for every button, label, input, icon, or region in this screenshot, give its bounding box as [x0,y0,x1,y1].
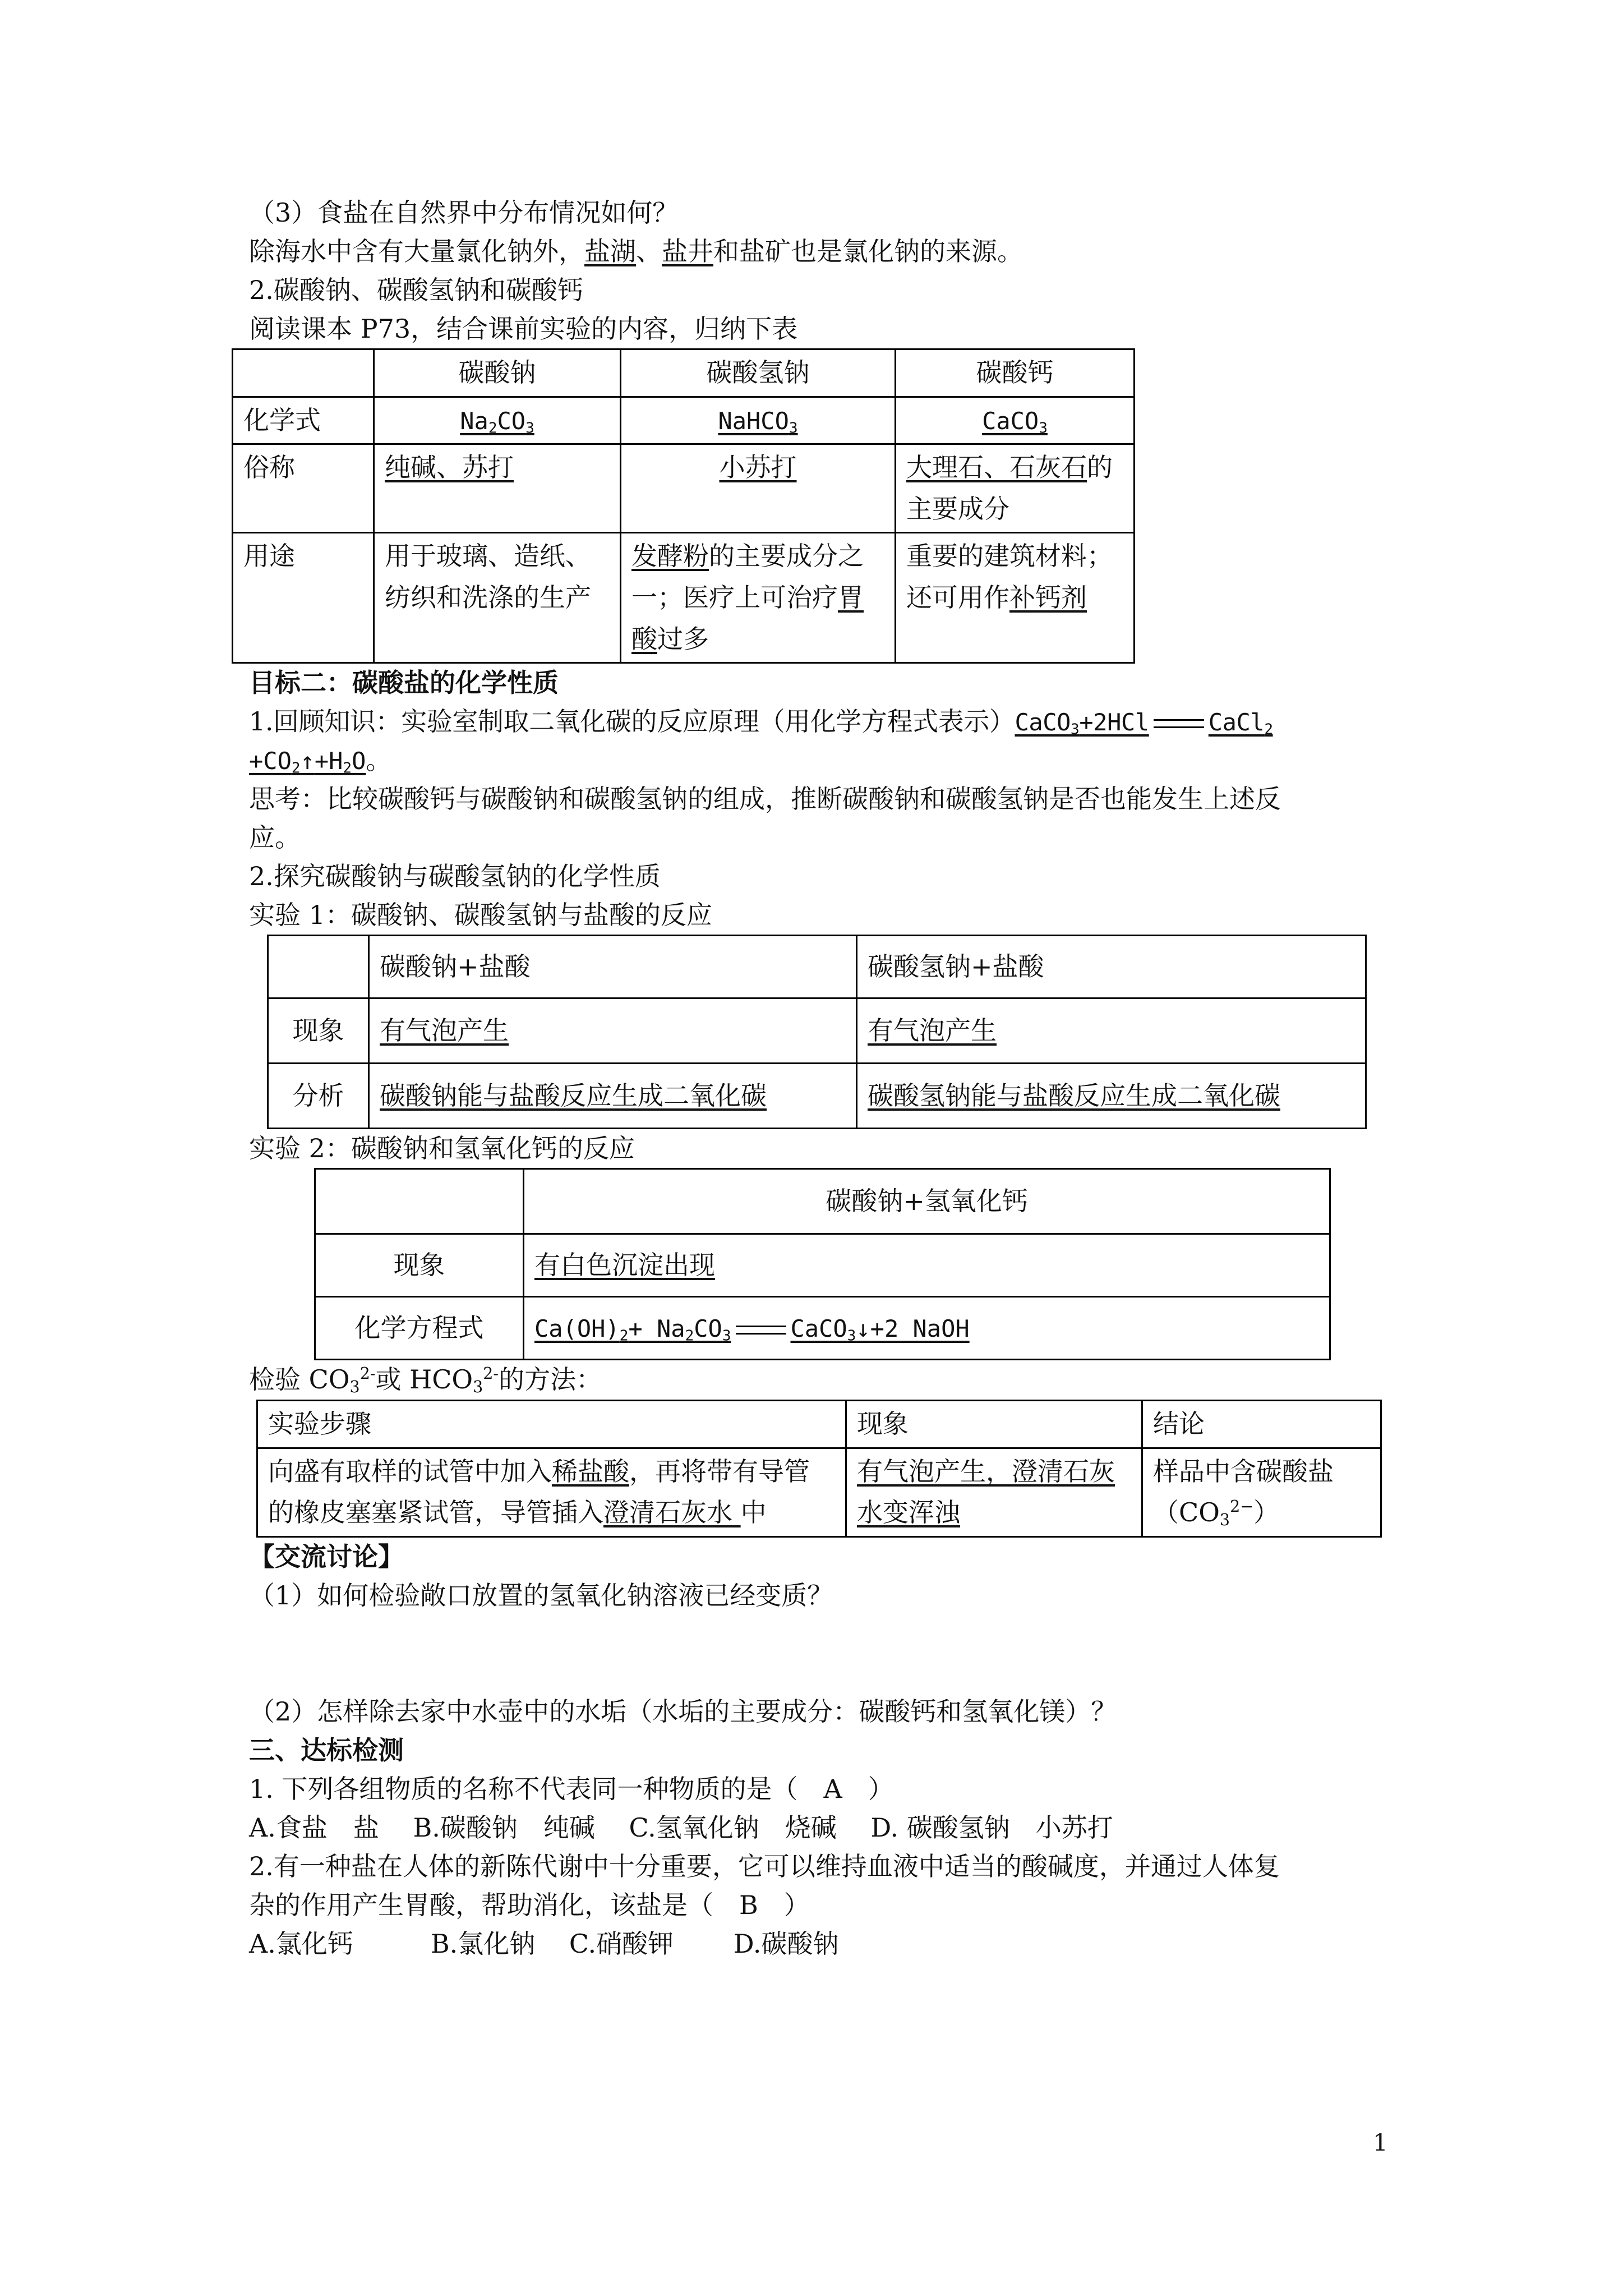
page-content [243,194,1387,1963]
double-equals-icon [736,1326,786,1335]
equation: CaCO$_3$+2HCl [1015,708,1149,738]
discussion-question-2: （2）怎样除去家中水壶中的水垢（水垢的主要成分：碳酸钙和氢氧化镁）？ [249,1696,1117,1727]
question-3-answer: 除海水中含有大量氯化钠外，盐湖、盐井和盐矿也是氯化钠的来源。 [249,236,1023,266]
experiment-1-table [267,935,1367,1129]
row-label: 俗称 [233,444,374,533]
page-number: 1 [1373,2129,1388,2156]
up-arrow-icon: ↑ [300,747,315,775]
explore-heading: 2.探究碳酸钠与碳酸氢钠的化学性质 [249,861,661,892]
row-label: 化学式 [233,397,374,444]
table-header-cell: 现象 [846,1401,1142,1448]
discussion-heading: 【交流讨论】 [249,1541,404,1572]
table-row [315,1234,1330,1297]
use-cell: 发酵粉的主要成分之一；医疗上可治疗胃酸过多 [621,533,896,663]
discussion-spacer [249,1615,1387,1692]
row-label: 用途 [233,533,374,663]
experiment-2-title: 实验 2：碳酸钠和氢氧化钙的反应 [249,1133,635,1164]
section-heading: 2.碳酸钠、碳酸氢钠和碳酸钙 [249,275,583,305]
use-cell: 重要的建筑材料；还可用作补钙剂 [896,533,1135,663]
table-row [268,936,1366,999]
double-equals-icon [1154,719,1204,728]
row-label: 分析 [268,1064,369,1129]
phenomenon-cell: 有气泡产生，澄清石灰水变浑浊 [846,1448,1142,1536]
row-label: 化学方程式 [315,1297,524,1360]
think-line-2: 应。 [249,822,301,853]
use-cell: 用于玻璃、造纸、纺织和洗涤的生产 [374,533,621,663]
carbonate-test-title: 检验 $CO_3^{2-}$或 $HCO_3^{2-}$的方法： [249,1364,602,1397]
table-header-cell: 碳酸钙 [896,349,1135,397]
analysis-cell: 碳酸氢钠能与盐酸反应生成二氧化碳 [857,1064,1366,1129]
table-row [268,1064,1366,1129]
formula-cell: $Na_2CO_3$ [374,397,621,444]
reading-instruction: 阅读课本 P73，结合课前实验的内容，归纳下表 [249,314,798,344]
table-header-cell: 碳酸氢钠+盐酸 [857,936,1366,999]
think-line-1: 思考：比较碳酸钙与碳酸钠和碳酸氢钠的组成，推断碳酸钠和碳酸氢钠是否也能发生上述反 [249,784,1281,815]
answer-blank: 盐湖 [584,236,636,266]
common-name-cell: 纯碱、苏打 [374,444,621,533]
table-row [315,1169,1330,1234]
table-row [257,1448,1381,1536]
experiment-1-title: 实验 1：碳酸钠、碳酸氢钠与盐酸的反应 [249,900,712,931]
test-question-2-line-1: 2.有一种盐在人体的新陈代谢中十分重要，它可以维持血液中适当的酸碱度，并通过人体复 [249,1851,1280,1881]
review-knowledge: 1.回顾知识：实验室制取二氧化碳的反应原理（用化学方程式表示）CaCO$_3$+2HCl CaCl$_2$ [249,706,1273,738]
phenomenon-cell: 有气泡产生 [857,999,1366,1064]
formula-cell: NaHCO$_3$ [621,397,896,444]
conclusion-cell: 样品中含碳酸盐 $(CO_3^{2-})$ [1142,1448,1381,1536]
answer-blank: 盐井 [662,236,713,266]
experiment-2-table [314,1168,1331,1360]
table-row [268,999,1366,1064]
table-header-cell: 结论 [1142,1401,1381,1448]
question-3: （3）食盐在自然界中分布情况如何？ [249,197,679,228]
phenomenon-cell: 有白色沉淀出现 [524,1234,1330,1297]
row-label: 现象 [315,1234,524,1297]
table-header-cell: 碳酸钠+氢氧化钙 [524,1169,1330,1234]
test-question-1-options: A.食盐 盐 B.碳酸钠 纯碱 C.氢氧化钠 烧碱 D. 碳酸氢钠 小苏打 [249,1812,1113,1843]
test-question-1: 1. 下列各组物质的名称不代表同一种物质的是（ A ） [249,1773,894,1804]
test-question-2-options: A.氯化钙 B.氯化钠 C.硝酸钾 D.碳酸钠 [249,1928,839,1959]
table-row [233,397,1135,444]
equation-cell: $Ca(OH)_2+ Na_2CO_3$ CaCO$_3$↓+2 NaOH [524,1297,1330,1360]
table-row [233,444,1135,533]
table-header-cell: 碳酸钠+盐酸 [369,936,857,999]
test-heading: 三、达标检测 [249,1734,404,1765]
test-question-2-line-2: 杂的作用产生胃酸，帮助消化，该盐是（ B ） [249,1889,810,1920]
analysis-cell: 碳酸钠能与盐酸反应生成二氧化碳 [369,1064,857,1129]
table-row [257,1401,1381,1448]
row-label: 现象 [268,999,369,1064]
table-row [233,533,1135,663]
down-arrow-icon: ↓ [856,1314,870,1342]
table-row [315,1297,1330,1360]
carbonate-test-table [256,1400,1382,1538]
table-header-cell: 实验步骤 [257,1401,846,1448]
discussion-question-1: （1）如何检验敞口放置的氢氧化钠溶液已经变质？ [249,1580,833,1611]
carbonate-comparison-table [232,348,1135,664]
review-equation-cont: $+CO_2↑+H_2O$。 [249,745,392,777]
goal-2-heading: 目标二：碳酸盐的化学性质 [249,668,559,698]
phenomenon-cell: 有气泡产生 [369,999,857,1064]
table-header-cell: 碳酸氢钠 [621,349,896,397]
common-name-cell: 大理石、石灰石的主要成分 [896,444,1135,533]
table-header-cell [233,349,374,397]
formula-cell: CaCO$_3$ [896,397,1135,444]
common-name-cell: 小苏打 [621,444,896,533]
table-header-cell: 碳酸钠 [374,349,621,397]
table-row [233,349,1135,397]
steps-cell: 向盛有取样的试管中加入稀盐酸，再将带有导管的橡皮塞塞紧试管，导管插入澄清石灰水 中 [257,1448,846,1536]
